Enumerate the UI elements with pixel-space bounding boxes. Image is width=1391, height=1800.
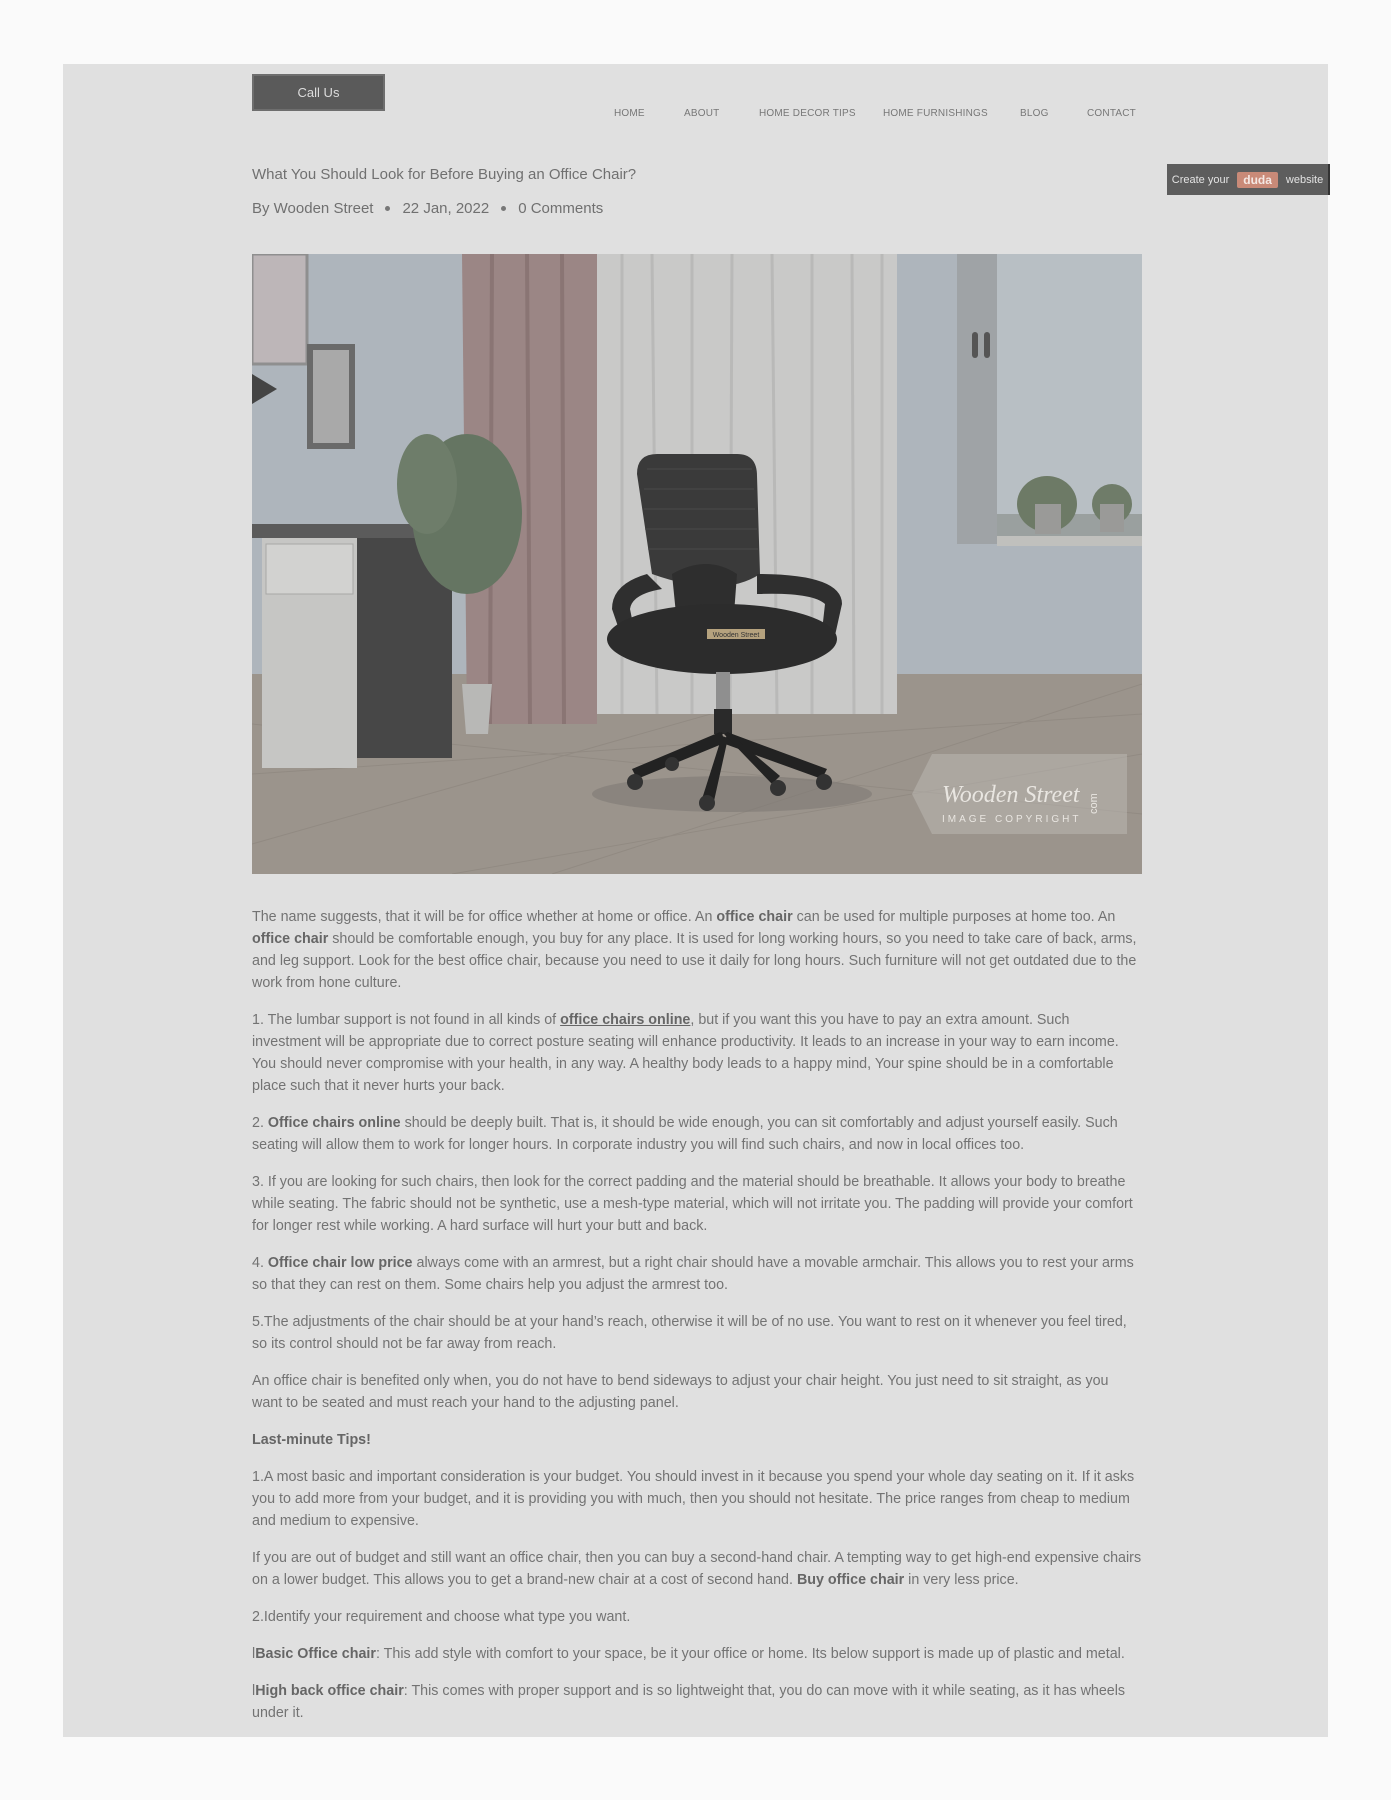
- duda-prefix: Create your: [1171, 173, 1230, 186]
- office-chairs-online-link[interactable]: office chairs online: [560, 1012, 691, 1028]
- duda-logo: duda: [1237, 172, 1278, 188]
- post-author[interactable]: By Wooden Street: [252, 200, 374, 217]
- article-paragraph: 1.A most basic and important consideration is your budget. You should invest in it because you spend your whole day seating on it. If it asks you to add more from your budget, and it is providing you with much, then you should not hesitate. The price ranges from cheap to medium and medium to expensive.: [252, 1469, 1135, 1529]
- watermark-side: com: [1088, 793, 1100, 814]
- article-paragraph: lBasic Office chair: This add style with comfort to your space, be it your office or home. Its below support is made up of plastic and metal.: [252, 1646, 1125, 1662]
- post-title: What You Should Look for Before Buying an Office Chair?: [252, 166, 637, 183]
- duda-banner[interactable]: [1167, 164, 1330, 195]
- nav-home[interactable]: HOME: [614, 108, 645, 119]
- article-paragraph: If you are out of budget and still want an office chair, then you can buy a second-hand chair. A tempting way to get high-end expensive chairs on a lower budget. This allows you to get a brand-new chair at a cost of second hand. Buy office chair in very less price.: [252, 1550, 1142, 1588]
- article-paragraph: 2.Identify your requirement and choose what type you want.: [252, 1609, 631, 1625]
- nav-home-furnishings[interactable]: HOME FURNISHINGS: [883, 108, 988, 119]
- post-meta: [252, 200, 603, 217]
- article-subheading: Last-minute Tips!: [252, 1432, 371, 1448]
- page-container: [63, 64, 1328, 1737]
- article-paragraph: lHigh back office chair: This comes with proper support and is so lightweight that, you do can move with it while seating, as it has wheels under it.: [252, 1683, 1126, 1721]
- article-paragraph: 4. Office chair low price always come with an armrest, but a right chair should have a movable armchair. This allows you to rest your arms so that they can rest on them. Some chairs help you adjust the armrest too.: [252, 1255, 1134, 1293]
- article-paragraph: 1. The lumbar support is not found in all kinds of office chairs online, but if you want this you have to pay an extra amount. Such investment will be appropriate due to correct posture seating will enhance productivity. It leads to an increase in your way to earn income. You should never compromise with your health, in any way. A healthy body leads to a happy mind, Your spine should be in a comfortable place such that it never hurts your back.: [252, 1012, 1119, 1094]
- article-paragraph: 2. Office chairs online should be deeply built. That is, it should be wide enough, you can sit comfortably and adjust yourself easily. Such seating will allow them to work for longer hours. In corporate industry you will find such chairs, and now in local offices too.: [252, 1115, 1118, 1153]
- nav-about[interactable]: ABOUT: [684, 108, 720, 119]
- watermark-sub: IMAGE COPYRIGHT: [942, 814, 1082, 825]
- post-date: 22 Jan, 2022: [402, 200, 490, 217]
- nav-home-decor-tips[interactable]: HOME DECOR TIPS: [759, 108, 856, 119]
- chair-tag: Wooden Street: [712, 632, 760, 639]
- main-nav: [63, 108, 1328, 124]
- watermark-main: Wooden Street: [942, 782, 1080, 808]
- article-paragraph: 3. If you are looking for such chairs, then look for the correct padding and the material should be breathable. It allows your body to breathe while seating. The fabric should not be synthetic, use a mesh-type material, which will not irritate you. The padding will provide your comfort for longer rest while working. A hard surface will hurt your butt and back.: [252, 1174, 1133, 1234]
- nav-contact[interactable]: CONTACT: [1087, 108, 1136, 119]
- call-us-button[interactable]: Call Us: [252, 74, 385, 111]
- article-body: [252, 906, 1142, 1739]
- article-paragraph: An office chair is benefited only when, you do not have to bend sideways to adjust your chair height. You just need to sit straight, as you want to be seated and must reach your hand to the adjusting panel.: [252, 1373, 1109, 1411]
- article-paragraph: 5.The adjustments of the chair should be at your hand’s reach, otherwise it will be of no use. You want to rest on it whenever you feel tired, so its control should not be far away from reach.: [252, 1314, 1127, 1352]
- post-comments[interactable]: 0 Comments: [518, 200, 604, 217]
- hero-image: [252, 254, 1142, 874]
- meta-separator: [501, 206, 506, 211]
- article-paragraph: The name suggests, that it will be for office whether at home or office. An office chair can be used for multiple purposes at home too. An office chair should be comfortable enough, you buy for any place. It is used for long working hours, so you need to take care of back, arms, and leg support. Look for the best office chair, because you need to use it daily for long hours. Such furniture will not get outdated due to the work from hone culture.: [252, 909, 1137, 991]
- office-chair-photo: [252, 254, 1142, 874]
- duda-suffix: website: [1285, 173, 1324, 186]
- meta-separator: [385, 206, 390, 211]
- nav-blog[interactable]: BLOG: [1020, 108, 1049, 119]
